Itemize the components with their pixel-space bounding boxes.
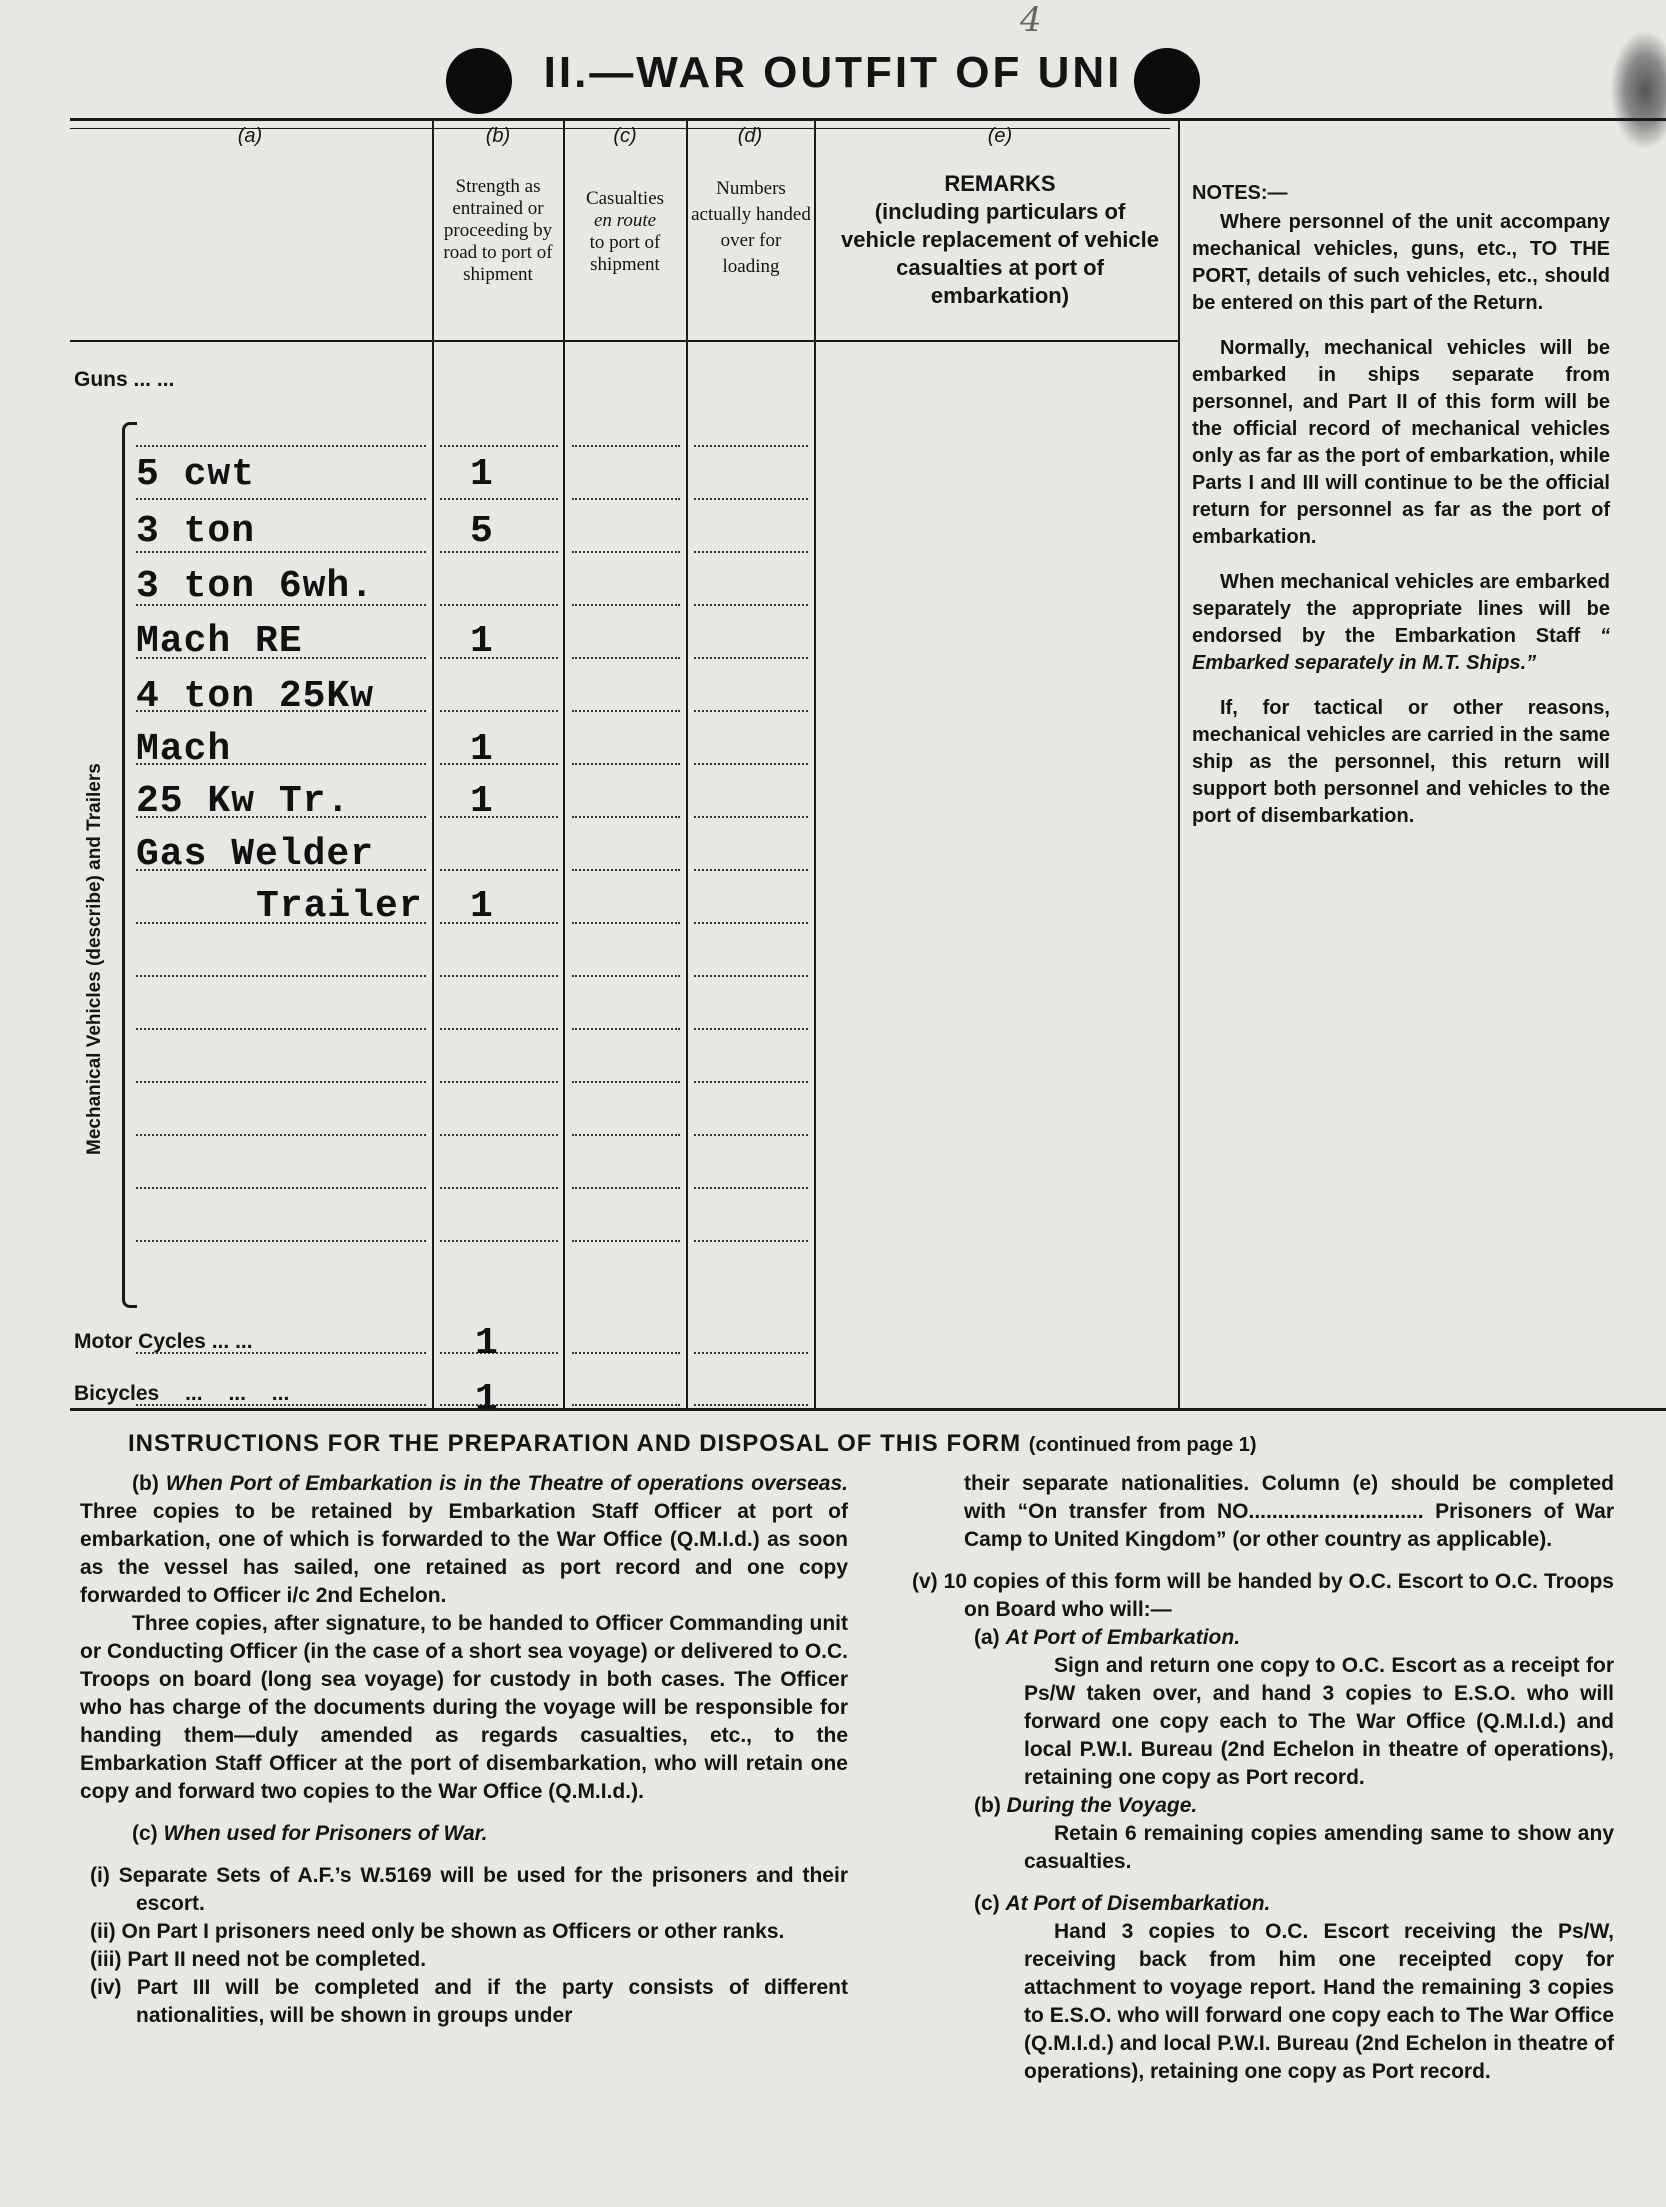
- instr-b-text: Three copies to be retained by Embarkation Staff Officer at port of embarkation, one of which is forwarded to the War Office (Q.M.I.d.) as soon as the vessel has sailed, one retained as port record and one copy forwarded to Officer i/c 2nd Echelon.: [80, 1500, 848, 1607]
- instr-c-ii: (ii) On Part I prisoners need only be shown as Officers or other ranks.: [90, 1920, 785, 1943]
- entry-line: [440, 551, 558, 553]
- col-letter-a: (a): [237, 125, 263, 147]
- instr-c-iv: (iv) Part III will be completed and if the party consists of different nationalities, will be shown in groups under: [90, 1976, 848, 2027]
- punch-hole-left: [446, 48, 512, 114]
- entry-line: [440, 604, 558, 606]
- entry-line: [440, 1240, 558, 1242]
- entry-line: [440, 1028, 558, 1030]
- col-c-header: [565, 188, 685, 276]
- header-rule: [70, 340, 1178, 342]
- entry-line: [572, 1187, 680, 1189]
- motor-cycles-dots: ...: [211, 1330, 230, 1353]
- entry-line: [572, 445, 680, 447]
- entry-line: [572, 551, 680, 553]
- entry-line: [694, 498, 808, 500]
- entry-line: [694, 1028, 808, 1030]
- entry-line: [694, 604, 808, 606]
- entry-line: [440, 1352, 558, 1354]
- entry-line: [572, 657, 680, 659]
- vehicle-count-1: 1: [470, 453, 494, 496]
- entry-line: [572, 1352, 680, 1354]
- motor-cycles-count: 1: [475, 1322, 499, 1365]
- entry-line: [572, 922, 680, 924]
- entry-line: [694, 922, 808, 924]
- instructions-title-note: (continued from page 1): [1028, 1434, 1257, 1456]
- entry-line: [440, 445, 558, 447]
- entry-line: [694, 1404, 808, 1406]
- bicycles-dots-2: ...: [228, 1382, 246, 1405]
- instr-b-para-2: Three copies, after signature, to be handed to Officer Commanding unit or Conducting Officer (in the case of a short sea voyage) or delivered to O.C. Troops on board (long sea voyage) for custody in both cases. The Officer who has charge of the documents during the voyage will be responsible for handing them—duly amended as regards casualties, etc., to the Embarkation Staff Officer at the port of disembarkation, who will retain one copy and forward two copies to the War Office (Q.M.I.d.).: [80, 1612, 848, 1803]
- bicycles-dots: ...: [185, 1382, 203, 1405]
- entry-line: [440, 869, 558, 871]
- col-divider-e: [1178, 118, 1180, 1408]
- guns-dots: ...: [133, 368, 152, 391]
- notes-para-1: Where personnel of the unit accompany mechanical vehicles, guns, etc., TO THE PORT, details of such vehicles, etc., should be entered on this part of the Return.: [1192, 211, 1610, 314]
- vehicle-desc-6: Mach: [136, 728, 232, 771]
- instructions-heading: [128, 1430, 1257, 1458]
- entry-line: [694, 816, 808, 818]
- vehicle-desc-7: 25 Kw Tr.: [136, 780, 351, 823]
- instructions-left-column: [80, 1470, 848, 2030]
- instr-b-label: (b): [132, 1472, 159, 1495]
- col-divider-b: [563, 118, 565, 1408]
- vehicle-desc-5: 4 ton 25Kw: [136, 675, 375, 718]
- notes-para-3: [1192, 569, 1610, 677]
- entry-line: [572, 763, 680, 765]
- col-divider-a: [432, 118, 434, 1408]
- col-c-header-1: Casualties: [585, 188, 665, 209]
- entry-line: [440, 1187, 558, 1189]
- entry-line: [440, 1404, 558, 1406]
- bicycles-dots-3: ...: [271, 1382, 290, 1405]
- guns-label: Guns: [74, 368, 128, 391]
- instructions-title: INSTRUCTIONS FOR THE PREPARATION AND DISPOSAL OF THIS FORM: [128, 1430, 1022, 1457]
- notes-para-3a: When mechanical vehicles are embarked separately the appropriate lines will be endorsed by the Embarkation Staff: [1192, 571, 1610, 647]
- page-title: II.—WAR OUTFIT OF UNI: [543, 48, 1123, 97]
- entry-line: [694, 1187, 808, 1189]
- guns-dots-2: ...: [156, 368, 175, 391]
- entry-line: [694, 445, 808, 447]
- instructions-right-column: [912, 1470, 1614, 2086]
- entry-line: [136, 975, 426, 977]
- entry-line: [694, 869, 808, 871]
- entry-line: [694, 763, 808, 765]
- vehicle-count-7: 1: [470, 780, 494, 823]
- entry-line: [136, 1352, 426, 1354]
- entry-line: [136, 1187, 426, 1189]
- entry-line: [572, 869, 680, 871]
- instr-vb-italic: During the Voyage.: [1006, 1794, 1198, 1817]
- motor-cycles-row-label: [74, 1330, 253, 1354]
- instr-v: (v) 10 copies of this form will be handed by O.C. Escort to O.C. Troops on Board who will:—: [912, 1570, 1614, 1621]
- entry-line: [572, 1134, 680, 1136]
- entry-line: [694, 657, 808, 659]
- entry-line: [136, 1134, 426, 1136]
- col-d-header: Numbers actually handed over for loading: [691, 178, 811, 277]
- col-c-header-2: en route: [593, 210, 657, 231]
- vehicle-count-2: 5: [470, 510, 494, 553]
- corner-mark: 4: [1020, 0, 1042, 40]
- col-letter-d: (d): [737, 125, 763, 147]
- vehicle-count-9: 1: [470, 885, 494, 928]
- entry-line: [136, 1240, 426, 1242]
- entry-line: [136, 1081, 426, 1083]
- motor-cycles-label: Motor Cycles: [74, 1330, 206, 1353]
- notes-para-4: If, for tactical or other reasons, mechanical vehicles are carried in the same ship as the personnel, this return will support both personnel and vehicles to the port of disembarkation.: [1192, 697, 1610, 827]
- col-c-header-3: to port of shipment: [589, 232, 661, 275]
- instr-vb-text: Retain 6 remaining copies amending same to show any casualties.: [1024, 1822, 1614, 1873]
- vehicle-desc-1: 5 cwt: [136, 453, 256, 496]
- bicycles-row-label: [74, 1382, 289, 1406]
- vehicle-count-6: 1: [470, 728, 494, 771]
- entry-line: [694, 710, 808, 712]
- instr-c-para: [80, 1820, 848, 1848]
- entry-line: [572, 1240, 680, 1242]
- col-divider-d: [814, 118, 816, 1408]
- guns-row-label: [74, 368, 174, 392]
- bicycles-count: 1: [475, 1378, 499, 1421]
- entry-line: [440, 1134, 558, 1136]
- entry-line: [440, 922, 558, 924]
- entry-line: [440, 1081, 558, 1083]
- instr-va-italic: At Port of Embarkation.: [1005, 1626, 1241, 1649]
- col-letter-c: (c): [613, 125, 637, 147]
- entry-line: [694, 1240, 808, 1242]
- instr-c-italic: When used for Prisoners of War.: [163, 1822, 488, 1845]
- entry-line: [440, 975, 558, 977]
- vehicles-row-label: Mechanical Vehicles (describe) and Trailers: [84, 763, 105, 1155]
- remarks-subtitle: (including particulars of vehicle replacement of vehicle casualties at port of embarkation): [841, 199, 1159, 308]
- instr-va-head: [912, 1624, 1614, 1652]
- instr-b-para: [80, 1470, 848, 1610]
- instr-va-label: (a): [974, 1626, 1000, 1649]
- entry-line: [136, 445, 426, 447]
- notes-para-2: Normally, mechanical vehicles will be embarked in ships separate from personnel, and Part II of this form will be the official record of mechanical vehicles only as far as the port of embarkation, while Parts I and III will continue to be the official return for personnel as far as the port of embarkation.: [1192, 337, 1610, 548]
- vehicle-count-4: 1: [470, 620, 494, 663]
- vehicle-desc-2: 3 ton: [136, 510, 256, 553]
- entry-line: [572, 975, 680, 977]
- punch-hole-right: [1134, 48, 1200, 114]
- remarks-title: REMARKS: [944, 171, 1056, 196]
- table-bottom-rule: [70, 1408, 1666, 1411]
- entry-line: [694, 1352, 808, 1354]
- instr-vc-italic: At Port of Disembarkation.: [1005, 1892, 1271, 1915]
- entry-line: [694, 1134, 808, 1136]
- instr-b-italic: When Port of Embarkation is in the Theatre of operations overseas.: [165, 1472, 848, 1495]
- col-letter-e: (e): [987, 125, 1013, 147]
- instr-c-iii: (iii) Part II need not be completed.: [90, 1948, 427, 1971]
- instr-vc-label: (c): [974, 1892, 1000, 1915]
- entry-line: [694, 975, 808, 977]
- col-b-header: Strength as entrained or proceeding by road to port of shipment: [443, 176, 553, 285]
- entry-line: [572, 710, 680, 712]
- vehicle-desc-8: Gas Welder: [136, 833, 375, 876]
- instr-vb-label: (b): [974, 1794, 1001, 1817]
- instr-c-label: (c): [132, 1822, 158, 1845]
- entry-line: [440, 498, 558, 500]
- top-rule: [70, 118, 1666, 121]
- entry-line: [572, 1028, 680, 1030]
- instr-vc-text: Hand 3 copies to O.C. Escort receiving the Ps/W, receiving back from him one receipted copy for attachment to voyage report. Hand the remaining 3 copies to E.S.O. who will forward one copy each to The War Office (Q.M.I.d.) and local P.W.I. Bureau (2nd Echelon in theatre of operations), retaining one copy as Port record.: [1024, 1920, 1614, 2083]
- entry-line: [572, 816, 680, 818]
- entry-line: [440, 816, 558, 818]
- col-e-header: [840, 170, 1160, 310]
- entry-line: [572, 604, 680, 606]
- notes-panel: [1192, 180, 1610, 848]
- motor-cycles-dots-2: ...: [235, 1330, 253, 1353]
- entry-line: [440, 657, 558, 659]
- entry-line: [572, 1404, 680, 1406]
- entry-line: [136, 498, 426, 500]
- entry-line: [694, 551, 808, 553]
- vehicle-desc-3: 3 ton 6wh.: [136, 565, 375, 608]
- vehicle-desc-4: Mach RE: [136, 620, 303, 663]
- bicycles-label: Bicycles: [74, 1382, 160, 1405]
- instr-c-i: (i) Separate Sets of A.F.’s W.5169 will be used for the prisoners and their escort.: [90, 1864, 848, 1915]
- instr-right-top: their separate nationalities. Column (e) should be completed with “On transfer from NO.............................. Prisoners of War Camp to United Kingdom” (or other country as applicable).: [964, 1472, 1614, 1551]
- entry-line: [136, 1404, 426, 1406]
- entry-line: [572, 1081, 680, 1083]
- entry-line: [440, 710, 558, 712]
- notes-para-3b: “ Embarked separately in M.T. Ships.”: [1192, 625, 1610, 674]
- entry-line: [694, 1081, 808, 1083]
- col-letter-b: (b): [485, 125, 511, 147]
- entry-line: [136, 1028, 426, 1030]
- entry-line: [572, 498, 680, 500]
- instr-vc-head: [912, 1890, 1614, 1918]
- notes-heading: NOTES:—: [1192, 182, 1288, 204]
- vehicle-desc-9: Trailer: [256, 885, 423, 928]
- instr-vb-head: [912, 1792, 1614, 1820]
- col-divider-c: [686, 118, 688, 1408]
- vehicles-bracket: [122, 422, 137, 1308]
- entry-line: [440, 763, 558, 765]
- instr-va-text: Sign and return one copy to O.C. Escort as a receipt for Ps/W taken over, and hand 3 copies to E.S.O. who will forward one copy each to The War Office (Q.M.I.d.) and local P.W.I. Bureau (2nd Echelon in theatre of operations), retaining one copy as Port record.: [1024, 1654, 1614, 1789]
